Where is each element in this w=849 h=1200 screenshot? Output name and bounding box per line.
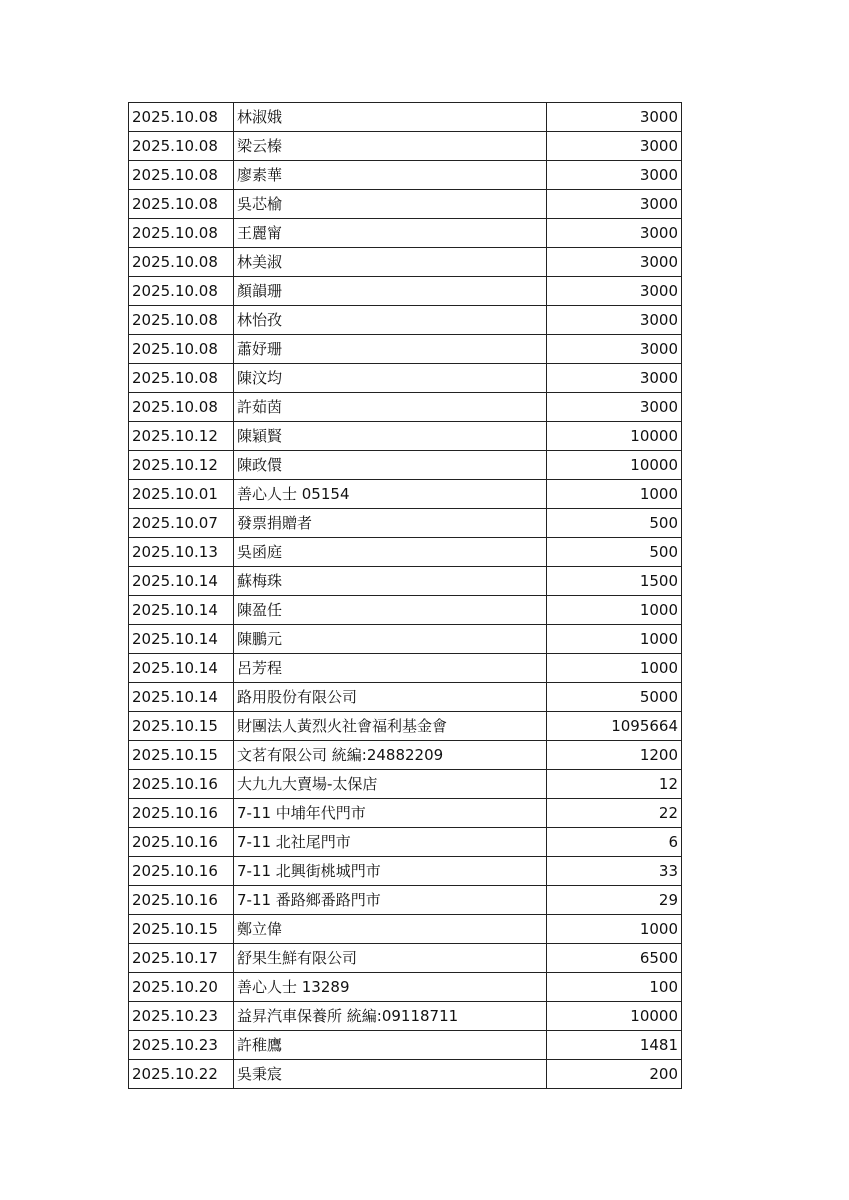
donor-name: 蘇梅珠	[234, 567, 547, 596]
donation-amount: 3000	[547, 190, 682, 219]
donation-date: 2025.10.08	[129, 132, 234, 161]
table-row	[129, 277, 682, 306]
donor-name: 陳穎賢	[234, 422, 547, 451]
table-row	[129, 480, 682, 509]
donation-date: 2025.10.23	[129, 1031, 234, 1060]
donor-name: 善心人士 13289	[234, 973, 547, 1002]
table-row	[129, 103, 682, 132]
donor-name: 林怡孜	[234, 306, 547, 335]
donation-amount: 3000	[547, 103, 682, 132]
donation-date: 2025.10.08	[129, 335, 234, 364]
donation-amount: 1000	[547, 625, 682, 654]
donation-date: 2025.10.15	[129, 712, 234, 741]
donor-name: 蕭妤珊	[234, 335, 547, 364]
table-row	[129, 364, 682, 393]
table-row	[129, 886, 682, 915]
donation-date: 2025.10.12	[129, 451, 234, 480]
donor-name: 財團法人黃烈火社會福利基金會	[234, 712, 547, 741]
donation-date: 2025.10.16	[129, 886, 234, 915]
table-row	[129, 306, 682, 335]
donor-name: 廖素華	[234, 161, 547, 190]
donation-amount: 1000	[547, 915, 682, 944]
table-row	[129, 161, 682, 190]
donor-name: 許茹茵	[234, 393, 547, 422]
donation-date: 2025.10.08	[129, 393, 234, 422]
table-row	[129, 915, 682, 944]
donation-amount: 1200	[547, 741, 682, 770]
donation-amount: 1500	[547, 567, 682, 596]
table-row	[129, 683, 682, 712]
donation-date: 2025.10.14	[129, 596, 234, 625]
donor-name: 吳秉宸	[234, 1060, 547, 1089]
donation-amount: 10000	[547, 1002, 682, 1031]
table-row	[129, 625, 682, 654]
table-row	[129, 1002, 682, 1031]
donation-amount: 1095664	[547, 712, 682, 741]
donor-name: 發票捐贈者	[234, 509, 547, 538]
donor-name: 文茗有限公司 統編:24882209	[234, 741, 547, 770]
donor-name: 善心人士 05154	[234, 480, 547, 509]
donation-date: 2025.10.16	[129, 799, 234, 828]
donor-name: 鄭立偉	[234, 915, 547, 944]
table-row	[129, 393, 682, 422]
table-row	[129, 509, 682, 538]
donor-name: 陳汶均	[234, 364, 547, 393]
donation-amount: 10000	[547, 451, 682, 480]
donation-date: 2025.10.16	[129, 770, 234, 799]
donation-date: 2025.10.14	[129, 625, 234, 654]
donation-amount: 3000	[547, 306, 682, 335]
donation-date: 2025.10.17	[129, 944, 234, 973]
donation-amount: 3000	[547, 132, 682, 161]
donor-name: 王麗甯	[234, 219, 547, 248]
donation-date: 2025.10.01	[129, 480, 234, 509]
donor-name: 7-11 番路鄉番路門市	[234, 886, 547, 915]
donation-date: 2025.10.15	[129, 741, 234, 770]
table-row	[129, 248, 682, 277]
donation-date: 2025.10.08	[129, 248, 234, 277]
table-row	[129, 799, 682, 828]
table-row	[129, 538, 682, 567]
donation-amount: 3000	[547, 335, 682, 364]
donation-amount: 500	[547, 538, 682, 567]
donor-name: 呂芳程	[234, 654, 547, 683]
donation-date: 2025.10.08	[129, 190, 234, 219]
donation-amount: 500	[547, 509, 682, 538]
donor-name: 益昇汽車保養所 統編:09118711	[234, 1002, 547, 1031]
donation-amount: 200	[547, 1060, 682, 1089]
table-row	[129, 770, 682, 799]
table-row	[129, 973, 682, 1002]
donation-date: 2025.10.12	[129, 422, 234, 451]
donation-amount: 12	[547, 770, 682, 799]
donation-date: 2025.10.07	[129, 509, 234, 538]
donation-amount: 6	[547, 828, 682, 857]
table-row	[129, 654, 682, 683]
donor-name: 路用股份有限公司	[234, 683, 547, 712]
donor-name: 吳函庭	[234, 538, 547, 567]
donor-name: 陳鵬元	[234, 625, 547, 654]
donation-date: 2025.10.22	[129, 1060, 234, 1089]
donation-date: 2025.10.14	[129, 567, 234, 596]
donor-name: 林美淑	[234, 248, 547, 277]
donation-amount: 29	[547, 886, 682, 915]
donation-date: 2025.10.08	[129, 219, 234, 248]
donation-amount: 100	[547, 973, 682, 1002]
donor-name: 顏韻珊	[234, 277, 547, 306]
table-row	[129, 190, 682, 219]
table-row	[129, 132, 682, 161]
donor-name: 舒果生鮮有限公司	[234, 944, 547, 973]
table-row	[129, 567, 682, 596]
donation-amount: 1000	[547, 596, 682, 625]
table-row	[129, 219, 682, 248]
donor-name: 梁云榛	[234, 132, 547, 161]
donor-name: 陳政儇	[234, 451, 547, 480]
donation-date: 2025.10.08	[129, 364, 234, 393]
donation-amount: 3000	[547, 248, 682, 277]
table-row	[129, 335, 682, 364]
donation-amount: 22	[547, 799, 682, 828]
donor-name: 陳盈任	[234, 596, 547, 625]
table-row	[129, 1031, 682, 1060]
donation-date: 2025.10.08	[129, 277, 234, 306]
donation-amount: 33	[547, 857, 682, 886]
donation-date: 2025.10.16	[129, 857, 234, 886]
table-row	[129, 422, 682, 451]
donation-date: 2025.10.14	[129, 683, 234, 712]
donation-amount: 1481	[547, 1031, 682, 1060]
table-row	[129, 741, 682, 770]
donor-name: 大九九大賣場-太保店	[234, 770, 547, 799]
donation-date: 2025.10.08	[129, 103, 234, 132]
table-row	[129, 596, 682, 625]
donation-amount: 10000	[547, 422, 682, 451]
table-row	[129, 944, 682, 973]
table-row	[129, 828, 682, 857]
donation-date: 2025.10.08	[129, 306, 234, 335]
donation-amount: 3000	[547, 161, 682, 190]
donation-date: 2025.10.08	[129, 161, 234, 190]
donation-amount: 3000	[547, 364, 682, 393]
table-row	[129, 712, 682, 741]
donor-name: 7-11 北社尾門市	[234, 828, 547, 857]
donation-amount: 1000	[547, 480, 682, 509]
donation-date: 2025.10.13	[129, 538, 234, 567]
table-row	[129, 451, 682, 480]
donor-name: 7-11 北興街桃城門市	[234, 857, 547, 886]
donation-amount: 3000	[547, 219, 682, 248]
donor-name: 吳芯榆	[234, 190, 547, 219]
donation-date: 2025.10.15	[129, 915, 234, 944]
donor-name: 7-11 中埔年代門市	[234, 799, 547, 828]
donation-amount: 1000	[547, 654, 682, 683]
table-row	[129, 1060, 682, 1089]
donation-date: 2025.10.20	[129, 973, 234, 1002]
donor-name: 許稚鷹	[234, 1031, 547, 1060]
donor-name: 林淑娥	[234, 103, 547, 132]
donation-amount: 5000	[547, 683, 682, 712]
donation-amount: 6500	[547, 944, 682, 973]
donation-date: 2025.10.23	[129, 1002, 234, 1031]
donation-table-body	[129, 103, 682, 1089]
table-row	[129, 857, 682, 886]
donation-table	[128, 102, 682, 1089]
donation-date: 2025.10.14	[129, 654, 234, 683]
donation-amount: 3000	[547, 277, 682, 306]
donation-amount: 3000	[547, 393, 682, 422]
donation-date: 2025.10.16	[129, 828, 234, 857]
